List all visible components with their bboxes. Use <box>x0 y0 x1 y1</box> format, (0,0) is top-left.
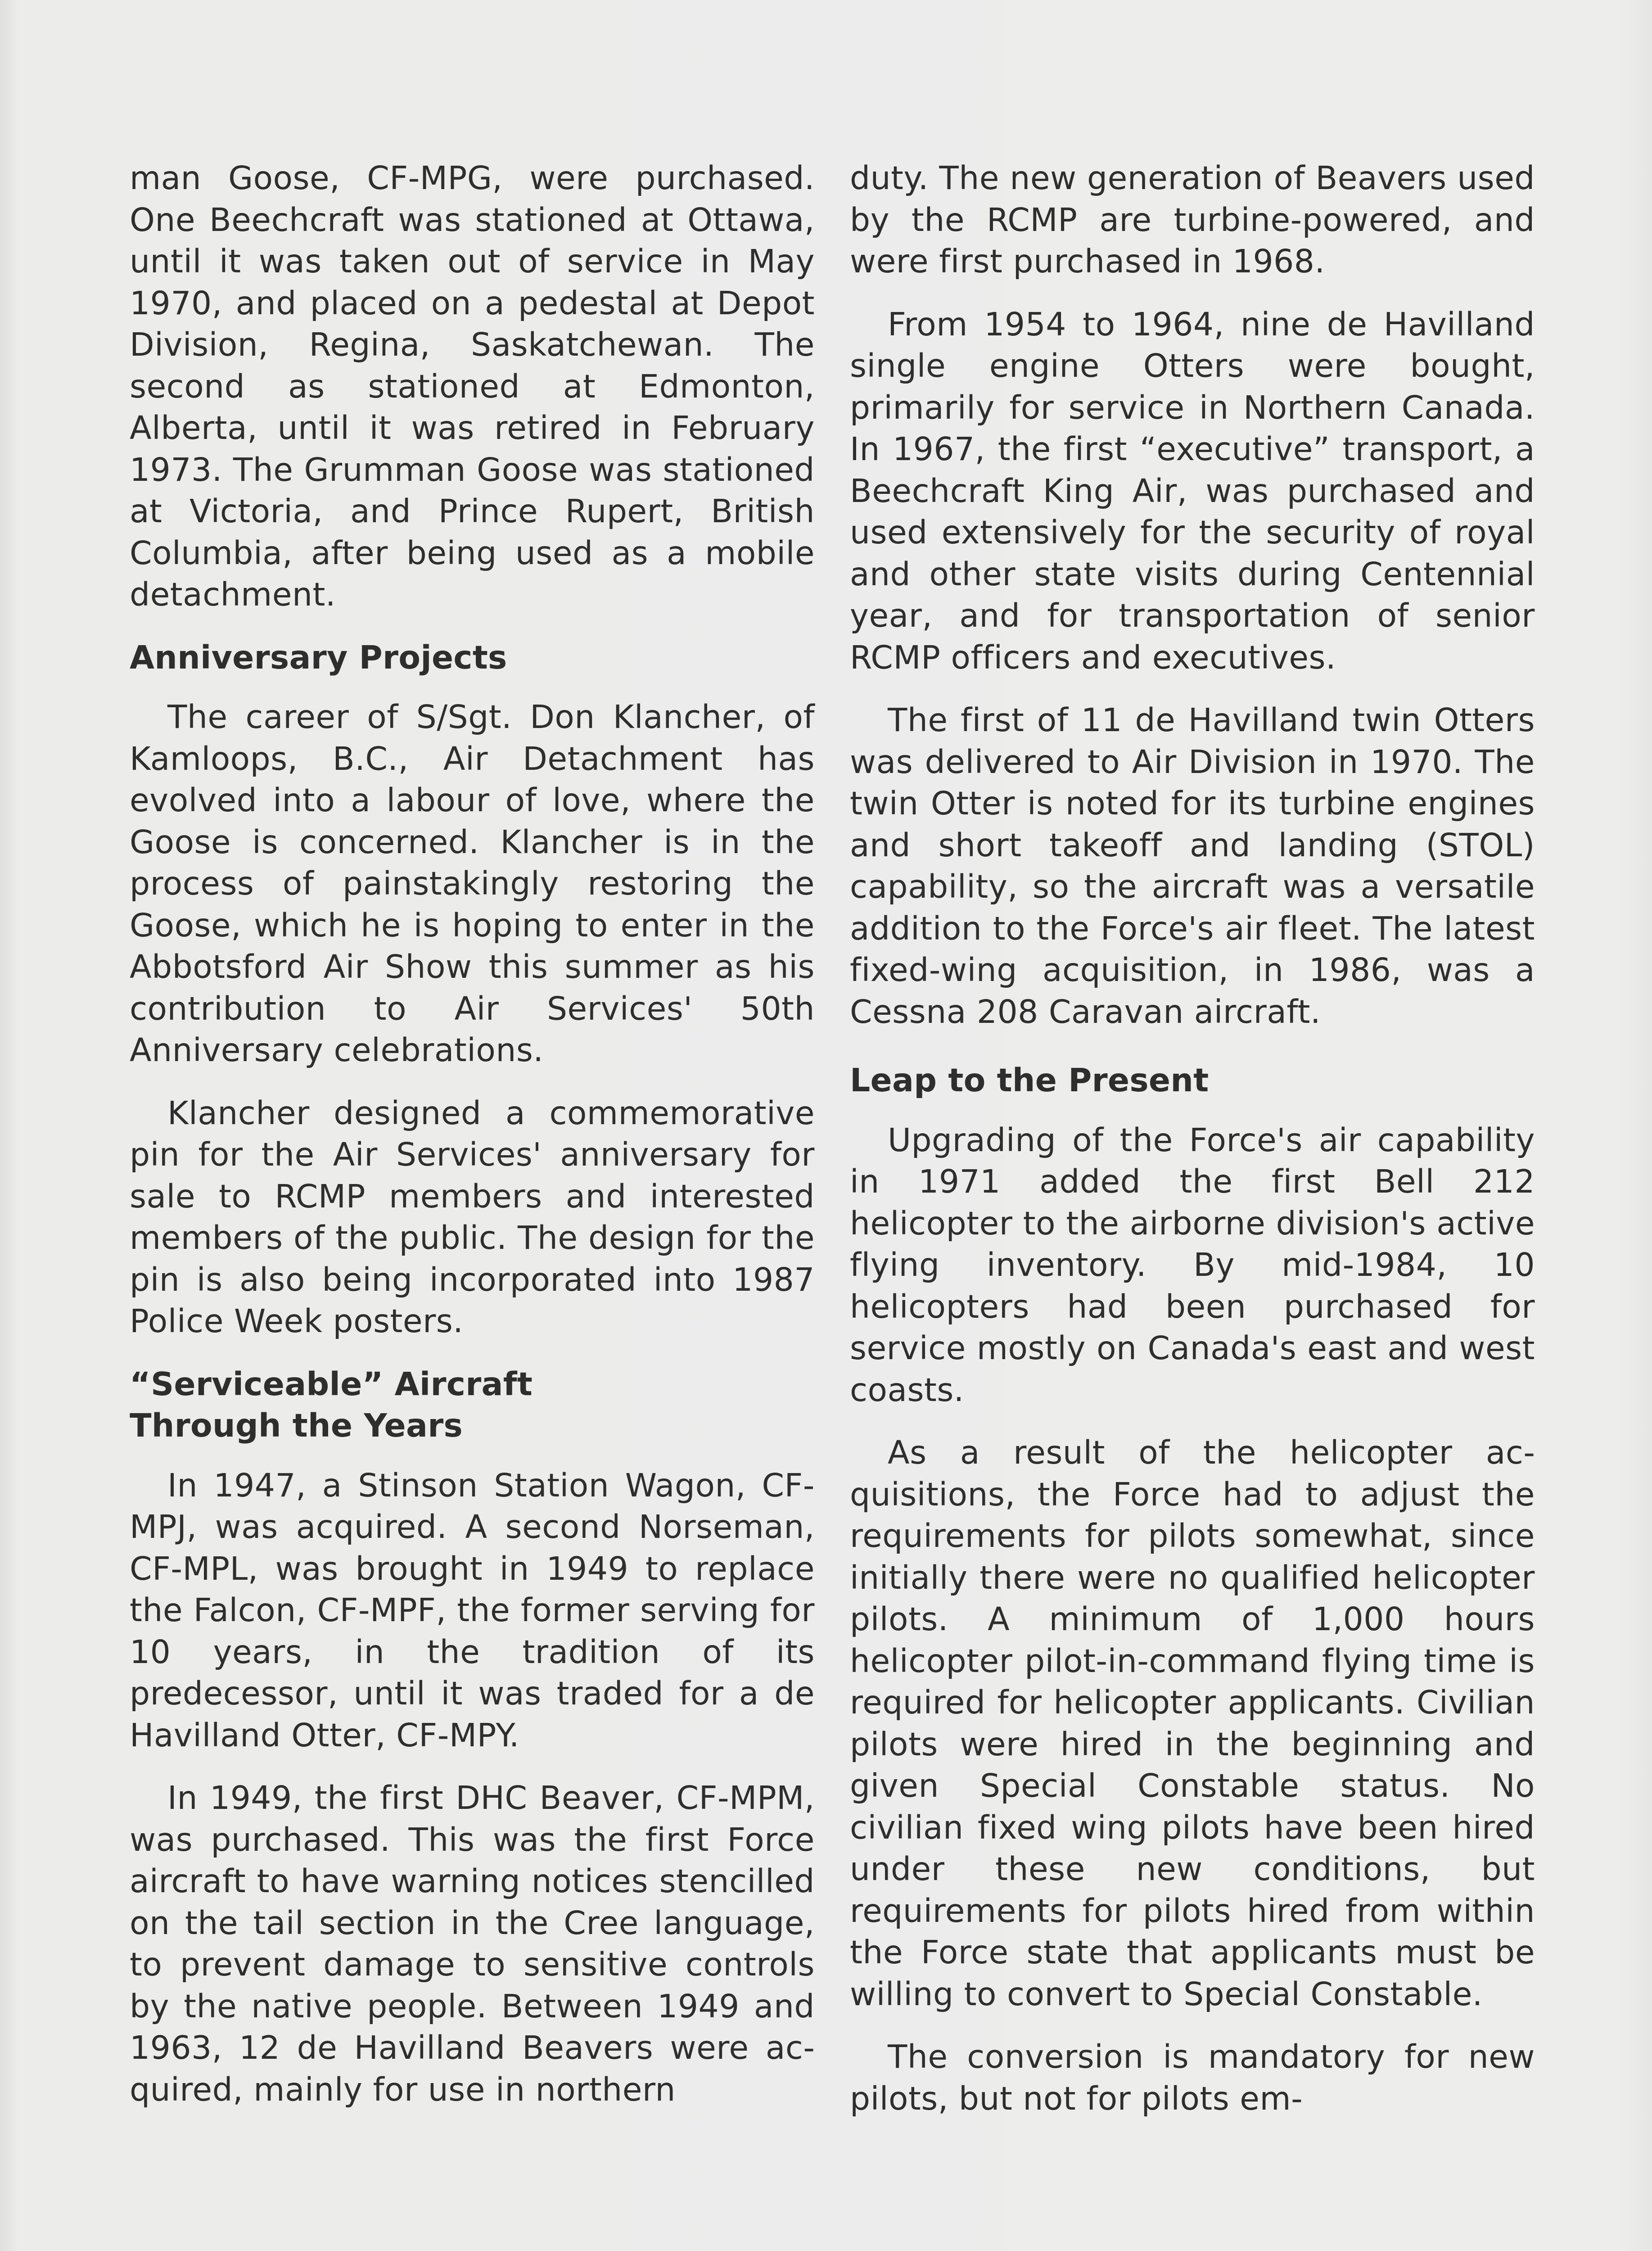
body-paragraph: The conversion is mandatory for new pilots, but not for pilots em- <box>850 2038 1535 2117</box>
section-heading: Anniversary Projects <box>130 638 507 676</box>
body-paragraph: In 1947, a Stinson Station Wagon, CF-MPJ, was acquired. A second Norseman, CF-MPL, was brought in 1949 to replace the Falcon, CF-MPF, the former serving for 10 years, in the tradition of its predecessor, until it was traded for a de Havilland Otter, CF-MPY. <box>130 1466 815 1754</box>
body-paragraph: duty. The new generation of Beavers used by the RCMP are turbine-powered, and were first purchased in 1968. <box>850 159 1535 280</box>
left-column <box>130 158 815 2132</box>
body-paragraph: man Goose, CF-MPG, were purchased. One Beechcraft was stationed at Ottawa, until it was taken out of service in May 1970, and placed on a pedestal at Depot Division, Regina, Saskatchewan. The second as stationed at Edmonton, Alberta, until it was retired in February 1973. The Grumman Goose was stationed at Victoria, and Prince Rupert, British Columbia, after being used as a mobile detachment. <box>130 159 815 613</box>
body-paragraph: In 1949, the first DHC Beaver, CF-MPM, was purchased. This was the first Force aircraft to have warning notices stencilled on the tail section in the Cree language, to prevent damage to sensitive controls by the native people. Between 1949 and 1963, 12 de Havilland Beavers were acquired, mainly for use in northern <box>130 1779 815 2108</box>
body-paragraph: Upgrading of the Force's air capability in 1971 added the first Bell 212 helicopter to the airborne division's active flying inventory. By mid-1984, 10 helicopters had been purchased for service mostly on Canada's east and west coasts. <box>850 1121 1535 1409</box>
section-heading-line: “Serviceable” Aircraft <box>130 1365 533 1403</box>
section-heading: Leap to the Present <box>850 1062 1209 1099</box>
section-heading-line: Through the Years <box>130 1407 463 1444</box>
body-paragraph: The career of S/Sgt. Don Klancher, of Kamloops, B.C., Air Detachment has evolved into a labour of love, where the Goose is concerned. Klancher is in the process of painstakingly restoring the Goose, which he is hoping to enter in the Abbotsford Air Show this summer as his contribution to Air Services' 50th Anniversary celebrations. <box>130 698 815 1069</box>
body-paragraph: As a result of the helicopter acquisitions, the Force had to adjust the requirements for pilots somewhat, since initially there were no qualified helicopter pilots. A minimum of 1,000 hours helicopter pilot-in-command flying time is required for helicopter applicants. Civilian pilots were hired in the beginning and given Special Constable status. No civilian fixed wing pilots have been hired under these new conditions, but requirements for pilots hired from within the Force state that applicants must be willing to convert to Special Constable. <box>850 1434 1535 2013</box>
right-column <box>850 158 1535 2141</box>
section-heading <box>130 1364 815 1447</box>
body-paragraph: From 1954 to 1964, nine de Havilland single engine Otters were bought, primarily for service in Northern Canada. In 1967, the first “executive” transport, a Beechcraft King Air, was purchased and used extensively for the security of royal and other state visits during Centennial year, and for transportation of senior RCMP officers and executives. <box>850 305 1535 676</box>
body-paragraph: Klancher designed a commemorative pin for the Air Services' anniversary for sale to RCMP members and interested members of the public. The design for the pin is also being incorporated into 1987 Police Week posters. <box>130 1094 815 1340</box>
body-paragraph: The first of 11 de Havilland twin Otters was delivered to Air Division in 1970. The twin Otter is noted for its turbine engines and short takeoff and landing (STOL) capability, so the aircraft was a versatile addition to the Force's air fleet. The latest fixed-wing acquisition, in 1986, was a Cessna 208 Caravan aircraft. <box>850 701 1535 1031</box>
